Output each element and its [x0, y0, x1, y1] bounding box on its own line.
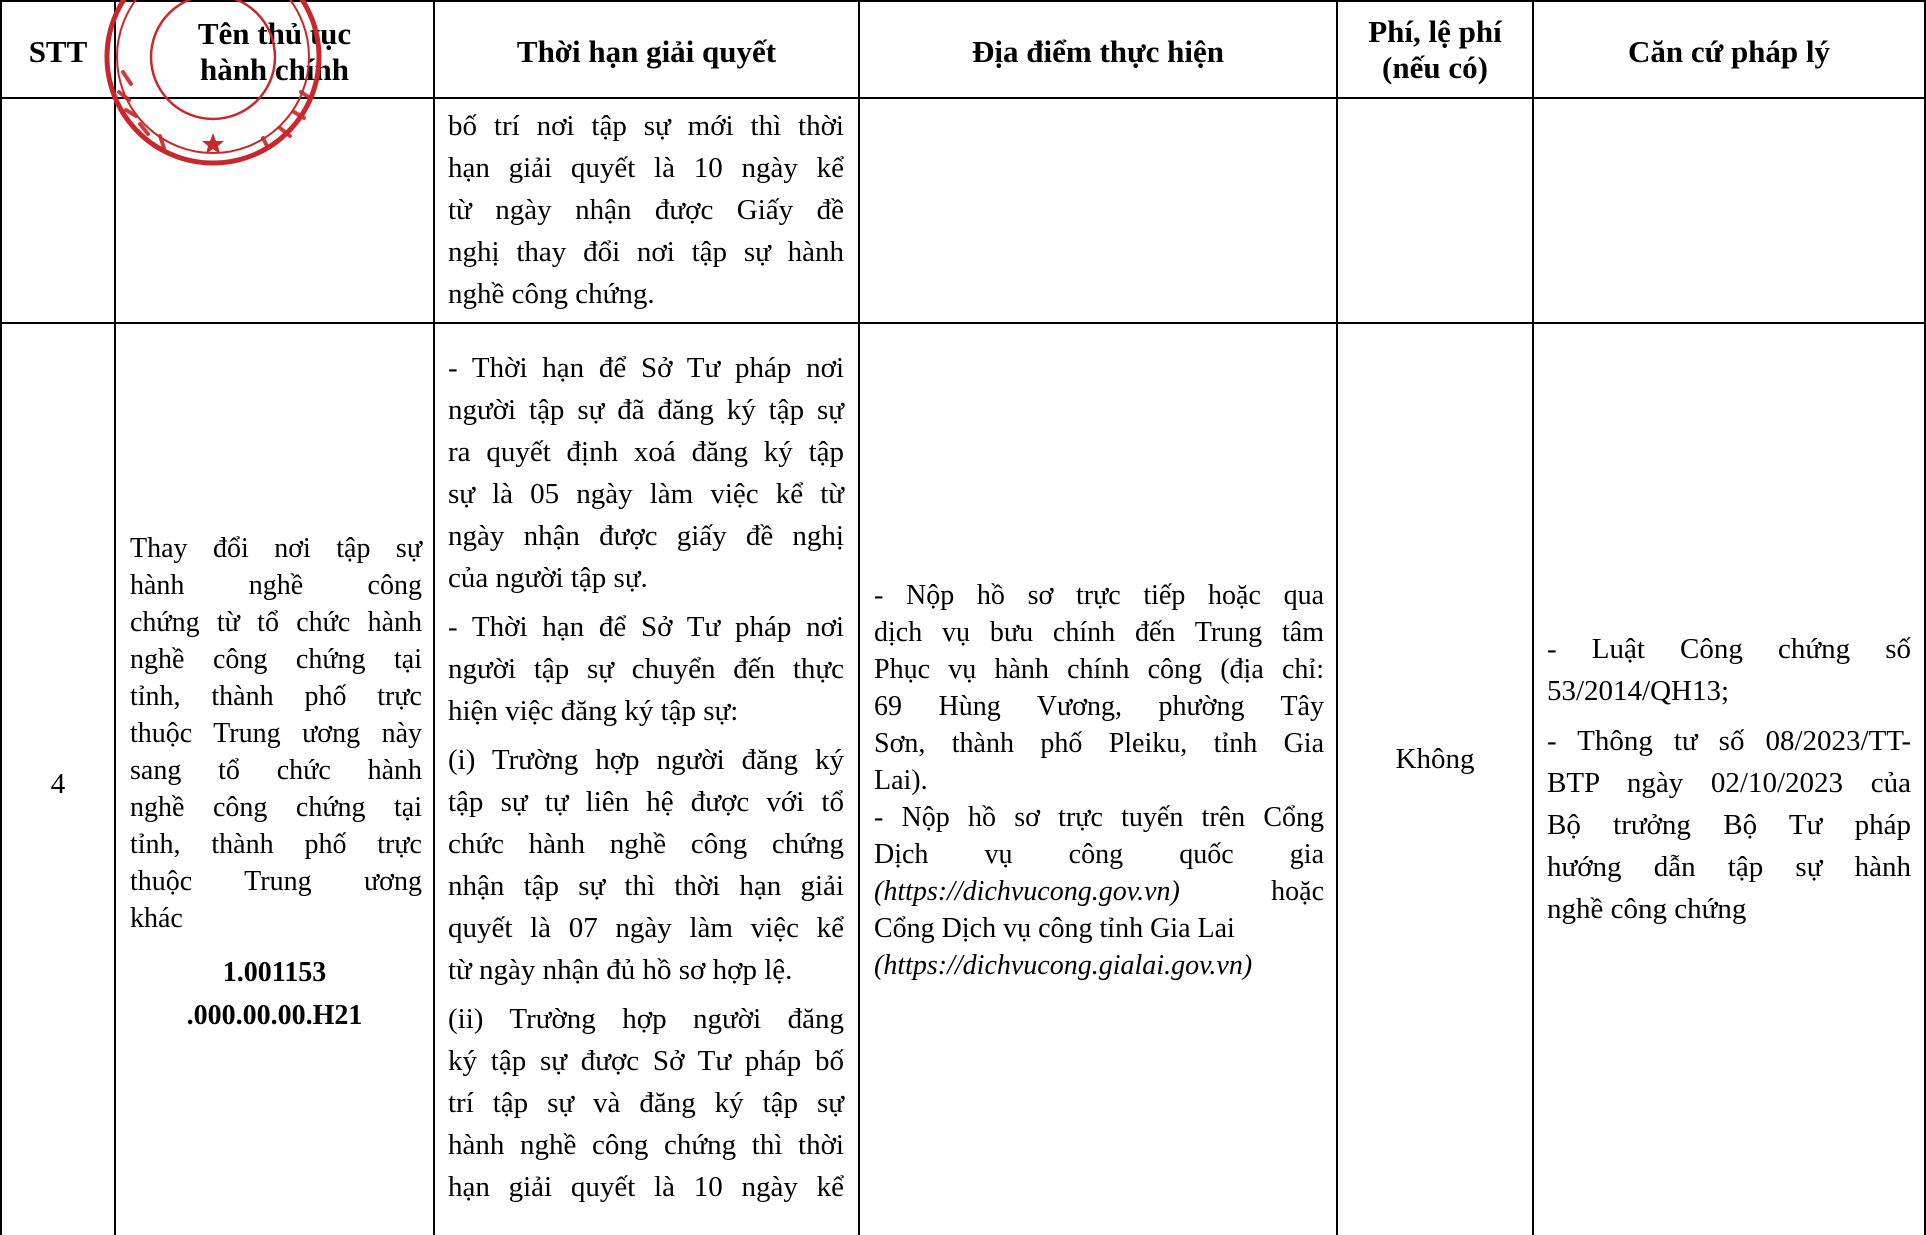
portal-url-national[interactable]: (https://dichvucong.gov.vn): [874, 876, 1180, 907]
text-line: hướng dẫn tập sự hành: [1547, 851, 1911, 883]
text-line: sang tổ chức hành: [130, 755, 422, 786]
text-line: (i) Trường hợp người đăng ký: [448, 744, 844, 776]
text-line: hành nghề công chứng thì thời: [448, 1129, 844, 1161]
text-line: từ ngày nhận đủ hồ sơ hợp lệ.: [448, 954, 793, 986]
text-line: hạn giải quyết là 10 ngày kể: [448, 152, 844, 184]
text-line: Lai).: [874, 765, 928, 796]
text-line: - Thông tư số 08/2023/TT-: [1547, 725, 1911, 757]
row4-procedure-name: [130, 530, 422, 937]
header-procedure-name-line2: hành chính: [199, 52, 350, 87]
text-line: người tập sự đã đăng ký tập sự: [448, 394, 844, 426]
row4-location: [874, 577, 1324, 984]
text-line: bố trí nơi tập sự mới thì thời: [448, 110, 844, 142]
text-line: sự là 05 ngày làm việc kể từ: [448, 478, 844, 510]
text-line: người tập sự chuyển đến thực: [448, 653, 844, 685]
text-line: của người tập sự.: [448, 562, 648, 594]
header-location: Địa điểm thực hiện: [972, 34, 1224, 69]
text-or: hoặc: [1271, 876, 1324, 907]
header-fee-line1: Phí, lệ phí: [1368, 14, 1502, 49]
col-divider-5: [1532, 0, 1534, 1235]
text-line: 53/2014/QH13;: [1547, 675, 1730, 707]
text-line: thuộc Trung ương: [130, 866, 422, 897]
text-line: từ ngày nhận được Giấy đề: [448, 194, 844, 226]
text-line: quyết là 07 ngày làm việc kể: [448, 912, 844, 944]
col-divider-2: [433, 0, 435, 1235]
header-procedure-name-line1: Tên thủ tục: [197, 16, 352, 51]
text-line: trí tập sự và đăng ký tập sự: [448, 1087, 844, 1119]
text-line: (ii) Trường hợp người đăng: [448, 1003, 844, 1035]
text-line: - Nộp hồ sơ trực tuyến trên Cổng: [874, 802, 1324, 833]
col-divider-4: [1336, 0, 1338, 1235]
text-line: nghề công chứng tại: [130, 644, 422, 675]
text-line: Cổng Dịch vụ công tỉnh Gia Lai: [874, 913, 1235, 944]
text-line: nghề công chứng: [1547, 893, 1747, 925]
text-line: hành nghề công: [130, 570, 422, 601]
text-line: chức hành nghề công chứng: [448, 828, 844, 860]
header-deadline: Thời hạn giải quyết: [516, 34, 777, 69]
row4-fee: Không: [1395, 743, 1475, 775]
col-divider-1: [114, 0, 116, 1235]
text-line: nghề công chứng.: [448, 278, 655, 310]
text-line: nghị thay đổi nơi tập sự hành: [448, 236, 844, 268]
text-line: - Luật Công chứng số: [1547, 633, 1911, 665]
text-line: [874, 873, 1324, 910]
text-line: nghề công chứng tại: [130, 792, 422, 823]
table-border-left: [0, 0, 2, 1235]
text-line: - Nộp hồ sơ trực tiếp hoặc qua: [874, 580, 1324, 611]
header-procedure-name: [116, 16, 433, 88]
header-stt: STT: [28, 34, 88, 69]
text-line: tỉnh, thành phố trực: [130, 829, 422, 860]
text-line: Phục vụ hành chính công (địa chỉ:: [874, 654, 1324, 685]
col-divider-3: [858, 0, 860, 1235]
text-line: thuộc Trung ương này: [130, 718, 422, 749]
text-line: dịch vụ bưu chính đến Trung tâm: [874, 617, 1324, 648]
header-legal-basis: Căn cứ pháp lý: [1627, 34, 1831, 69]
text-line: ngày nhận được giấy đề nghị: [448, 520, 844, 552]
procedure-code-line1: 1.001153: [222, 957, 327, 988]
portal-url-gialai[interactable]: (https://dichvucong.gialai.gov.vn): [874, 950, 1253, 981]
text-line: ra quyết định xoá đăng ký tập: [448, 436, 844, 468]
text-line: Sơn, thành phố Pleiku, tỉnh Gia: [874, 728, 1324, 759]
text-line: tập sự tự liên hệ được với tổ: [448, 786, 844, 818]
procedure-code-line2: .000.00.00.H21: [186, 1000, 363, 1031]
text-line: nhận tập sự thì thời hạn giải: [448, 870, 844, 902]
row4-stt: 4: [50, 768, 66, 800]
header-bottom-border: [0, 97, 1926, 99]
text-line: hiện việc đăng ký tập sự:: [448, 695, 739, 727]
text-line: khác: [130, 903, 183, 934]
text-line: Bộ trưởng Bộ Tư pháp: [1547, 809, 1911, 841]
text-line: hạn giải quyết là 10 ngày kể: [448, 1171, 844, 1203]
text-line: tỉnh, thành phố trực: [130, 681, 422, 712]
row4-legal-basis: [1547, 628, 1911, 930]
table-border-top: [0, 0, 1926, 2]
row4-deadline: [448, 347, 844, 1208]
text-line: - Thời hạn để Sở Tư pháp nơi: [448, 352, 844, 384]
text-line: chứng từ tổ chức hành: [130, 607, 422, 638]
row-divider: [0, 322, 1926, 324]
header-fee: [1338, 14, 1532, 86]
text-line: Thay đổi nơi tập sự: [130, 533, 422, 564]
continuation-deadline: [448, 105, 844, 315]
procedure-code: [116, 951, 433, 1037]
header-fee-line2: (nếu có): [1382, 50, 1488, 85]
text-line: 69 Hùng Vương, phường Tây: [874, 691, 1324, 722]
text-line: Dịch vụ công quốc gia: [874, 839, 1324, 870]
text-line: - Thời hạn để Sở Tư pháp nơi: [448, 611, 844, 643]
text-line: ký tập sự được Sở Tư pháp bố: [448, 1045, 844, 1077]
text-line: BTP ngày 02/10/2023 của: [1547, 767, 1911, 799]
